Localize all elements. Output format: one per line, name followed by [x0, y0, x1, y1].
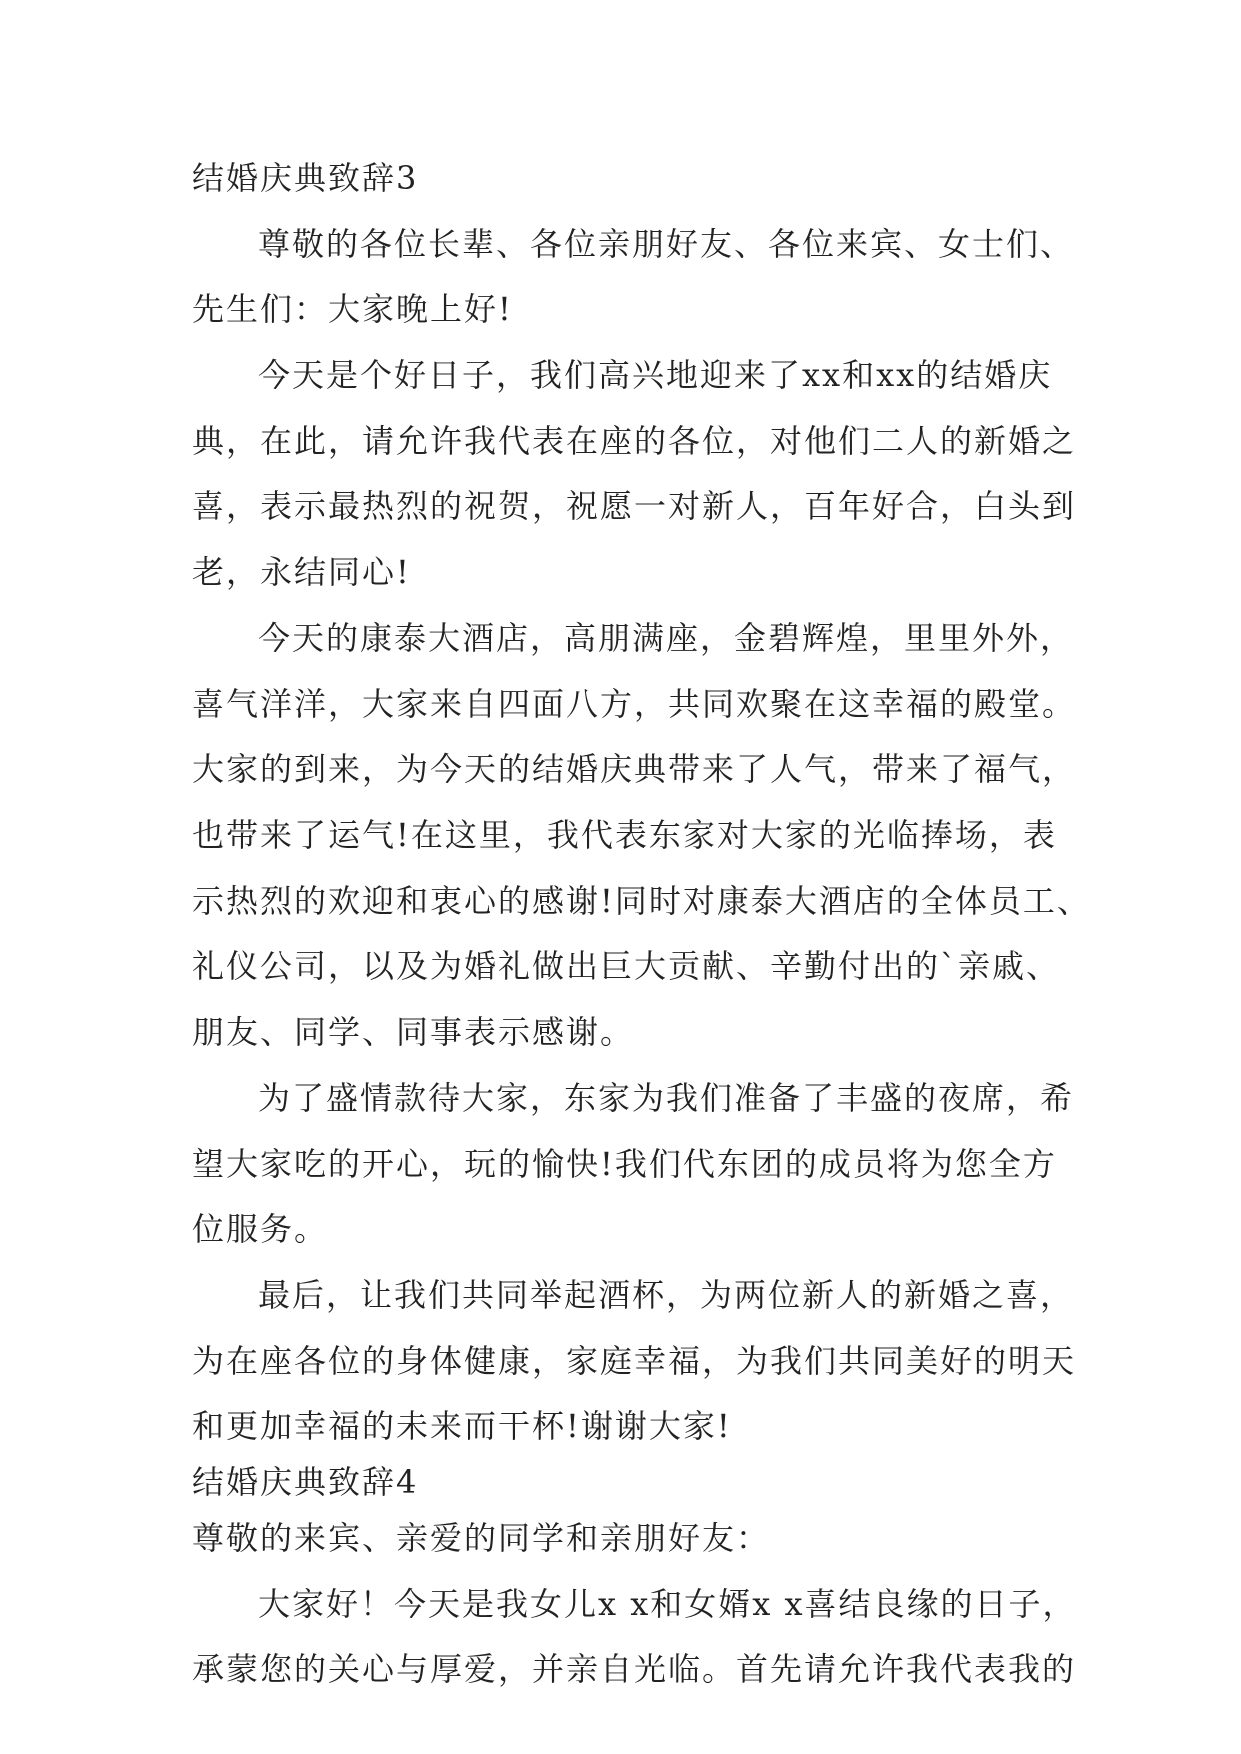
text-line: 大家的到来，为今天的结婚庆典带来了人气，带来了福气， [192, 750, 1077, 788]
text-line: 最后，让我们共同举起酒杯，为两位新人的新婚之喜， [258, 1276, 1075, 1314]
text-line: 喜，表示最热烈的祝贺，祝愿一对新人，百年好合，白头到 [192, 487, 1077, 525]
text-line: 位服务。 [192, 1210, 329, 1248]
text-line: 和更加幸福的未来而干杯!谢谢大家! [192, 1407, 732, 1445]
text-line: 礼仪公司，以及为婚礼做出巨大贡献、辛勤付出的`亲戚、 [192, 947, 1061, 985]
text-line: 承蒙您的关心与厚爱，并亲自光临。首先请允许我代表我的 [192, 1650, 1077, 1688]
text-line: 尊敬的各位长辈、各位亲朋好友、各位来宾、女士们、 [258, 225, 1075, 263]
text-line: 为了盛情款待大家，东家为我们准备了丰盛的夜席，希 [258, 1079, 1075, 1117]
text-line: 大家好！今天是我女儿x x和女婿x x喜结良缘的日子， [258, 1585, 1077, 1623]
text-line: 示热烈的欢迎和衷心的感谢!同时对康泰大酒店的全体员工、 [192, 882, 1091, 920]
text-line: 朋友、同学、同事表示感谢。 [192, 1013, 635, 1051]
text-line: 也带来了运气!在这里，我代表东家对大家的光临捧场，表 [192, 816, 1057, 854]
section-heading-4: 结婚庆典致辞4 [192, 1463, 419, 1501]
text-line: 老，永结同心! [192, 553, 411, 591]
text-line: 望大家吃的开心，玩的愉快!我们代东团的成员将为您全方 [192, 1145, 1057, 1183]
text-line: 喜气洋洋，大家来自四面八方，共同欢聚在这幸福的殿堂。 [192, 685, 1077, 723]
text-line: 先生们：大家晚上好! [192, 290, 513, 328]
section-heading-3: 结婚庆典致辞3 [192, 159, 419, 197]
text-line: 今天是个好日子，我们高兴地迎来了xx和xx的结婚庆 [258, 356, 1053, 394]
text-line: 尊敬的来宾、亲爱的同学和亲朋好友： [192, 1519, 771, 1557]
text-line: 今天的康泰大酒店，高朋满座，金碧辉煌，里里外外， [258, 619, 1075, 657]
text-line: 典，在此，请允许我代表在座的各位，对他们二人的新婚之 [192, 422, 1077, 460]
text-line: 为在座各位的身体健康，家庭幸福，为我们共同美好的明天 [192, 1342, 1077, 1380]
